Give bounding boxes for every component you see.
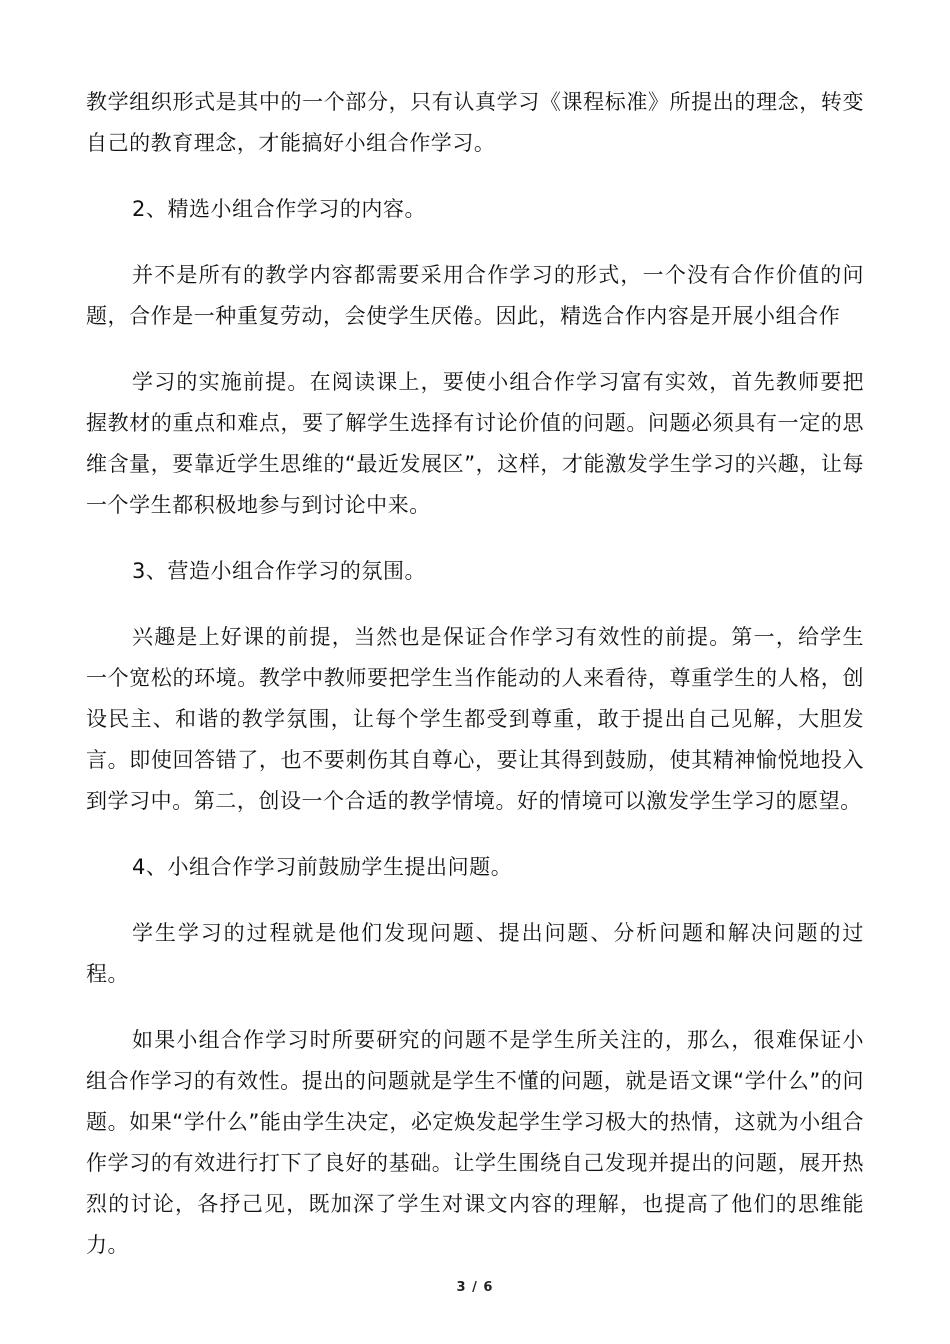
paragraph-implementation-premise: 学习的实施前提。在阅读课上，要使小组合作学习富有实效，首先教师要把握教材的重点和难点，要了解学生选择有讨论价值的问题。问题必须具有一定的思维含量，要靠近学生思维的“最近发展区”，这样，才能激发学生学习的兴趣，让每一个学生都积极地参与到讨论中来。 bbox=[86, 370, 864, 517]
paragraph-questions: 如果小组合作学习时所要研究的问题不是学生所关注的，那么，很难保证小组合作学习的有效性。提出的问题就是学生不懂的问题，就是语文课“学什么”的问题。如果“学什么”能由学生决定，必定焕发起学生学习极大的热情，这就为小组合作学习的有效进行打下了良好的基础。让学生围绕自己发现并提出的问题，展开热烈的讨论，各抒己见，既加深了学生对课文内容的理解，也提高了他们的思维能力。 bbox=[86, 1028, 864, 1257]
document-body bbox=[86, 82, 864, 1266]
page-number: 3 / 6 bbox=[456, 1280, 494, 1295]
section-heading-4: 4、小组合作学习前鼓励学生提出问题。 bbox=[132, 855, 513, 879]
section-heading-2: 2、精选小组合作学习的内容。 bbox=[132, 197, 427, 221]
section-heading-3: 3、营造小组合作学习的氛围。 bbox=[132, 559, 427, 583]
paragraph-content-selection: 并不是所有的教学内容都需要采用合作学习的形式，一个没有合作价值的问题，合作是一种重复劳动，会使学生厌倦。因此，精选合作内容是开展小组合作 bbox=[86, 263, 864, 328]
paragraph-continuation: 教学组织形式是其中的一个部分，只有认真学习《课程标准》所提出的理念，转变自己的教育理念，才能搞好小组合作学习。 bbox=[86, 90, 864, 155]
paragraph-atmosphere: 兴趣是上好课的前提，当然也是保证合作学习有效性的前提。第一，给学生一个宽松的环境。教学中教师要把学生当作能动的人来看待，尊重学生的人格，创设民主、和谐的教学氛围，让每个学生都受到尊重，敢于提出自己见解，大胆发言。即使回答错了，也不要刺伤其自尊心，要让其得到鼓励，使其精神愉悦地投入到学习中。第二，创设一个合适的教学情境。好的情境可以激发学生学习的愿望。 bbox=[86, 625, 864, 813]
paragraph-learning-process: 学生学习的过程就是他们发现问题、提出问题、分析问题和解决问题的过程。 bbox=[86, 921, 864, 986]
